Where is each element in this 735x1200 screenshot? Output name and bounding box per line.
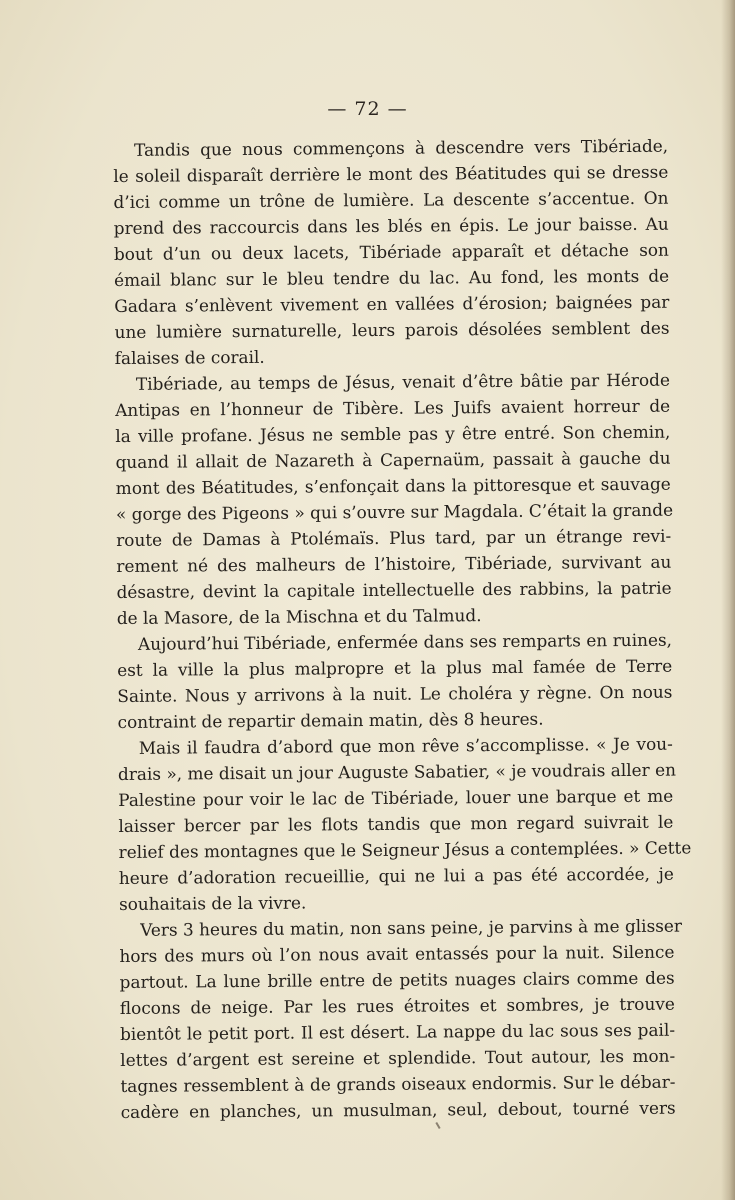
text-line: une lumière surnaturelle, leurs parois désolées semblent des [114,317,670,342]
page-spine-shadow [721,0,735,1200]
text-line: Antipas en l’honneur de Tibère. Les Juifs avaient horreur de [115,395,671,420]
text-line: heure d’adoration recueillie, qui ne lui a pas été accordée, je [118,863,674,888]
text-line: mont des Béatitudes, s’enfonçait dans la pittoresque et sauvage [115,473,671,498]
text-line: Gadara s’enlèvent vivement en vallées d’érosion; baignées par [114,291,670,316]
text-line: Sainte. Nous y arrivons à la nuit. Le choléra y règne. On nous [117,681,673,706]
text-line: bientôt le petit port. Il est désert. La nappe du lac sous ses pail- [119,1019,676,1044]
page-number: — 72 — [327,98,408,120]
text-line: bout d’un ou deux lacets, Tibériade apparaît et détache son [113,239,669,264]
text-line: lettes d’argent est sereine et splendide. Tout autour, les mon- [120,1045,676,1070]
ink-speck [435,1122,440,1129]
text-line: Tibériade, au temps de Jésus, venait d’être bâtie par Hérode [135,369,671,394]
text-line: souhaitais de la vivre. [118,892,307,914]
text-line: « gorge des Pigeons » qui s’ouvre sur Magdala. C’était la grande [115,499,674,524]
text-line: falaises de corail. [114,346,265,368]
text-line: le soleil disparaît derrière le mont des Béatitudes qui se dresse [113,161,669,186]
text-line: partout. La lune brille entre de petits nuages clairs comme des [119,967,675,992]
text-line: la ville profane. Jésus ne semble pas y être entré. Son chemin, [115,421,671,446]
text-line: Palestine pour voir le lac de Tibériade, louer une barque et me [118,785,674,810]
text-line: laisser bercer par les flots tandis que mon regard suivrait le [118,811,674,836]
text-line: drais », me disait un jour Auguste Sabatier, « je voudrais aller en [117,759,677,784]
text-line: prend des raccourcis dans les blés en épis. Le jour baisse. Au [113,213,669,238]
text-line: Tandis que nous commençons à descendre vers Tibériade, [134,135,669,160]
text-line: Aujourd’hui Tibériade, enfermée dans ses remparts en ruines, [137,629,673,654]
body-text [113,133,692,1125]
text-line: est la ville la plus malpropre et la plus mal famée de Terre [117,655,673,680]
text-line: hors des murs où l’on nous avait entassés pour la nuit. Silence [119,941,675,966]
text-line: contraint de repartir demain matin, dès 8 heures. [117,708,544,732]
text-line: quand il allait de Nazareth à Capernaüm, passait à gauche du [115,447,671,472]
text-line: relief des montagnes que le Seigneur Jésus a contemplées. » Cette [118,837,692,862]
text-line: émail blanc sur le bleu tendre du lac. Au fond, les monts de [114,265,670,290]
text-line: tagnes ressemblent à de grands oiseaux endormis. Sur le débar- [120,1071,676,1096]
text-line: désastre, devint la capitale intellectuelle des rabbins, la patrie [116,577,672,602]
text-line: de la Masore, de la Mischna et du Talmud. [116,605,482,628]
text-line: rement né des malheurs de l’histoire, Tibériade, survivant au [116,551,672,576]
text-line: d’ici comme un trône de lumière. La descente s’accentue. On [113,187,669,212]
text-line: Mais il faudra d’abord que mon rêve s’accomplisse. « Je vou- [138,733,673,758]
text-line: cadère en planches, un musulman, seul, debout, tourné vers [120,1097,676,1122]
text-line: flocons de neige. Par les rues étroites et sombres, je trouve [119,993,675,1018]
text-line: route de Damas à Ptolémaïs. Plus tard, par un étrange revi- [116,525,672,550]
text-line: Vers 3 heures du matin, non sans peine, je parvins à me glisser [140,915,683,940]
